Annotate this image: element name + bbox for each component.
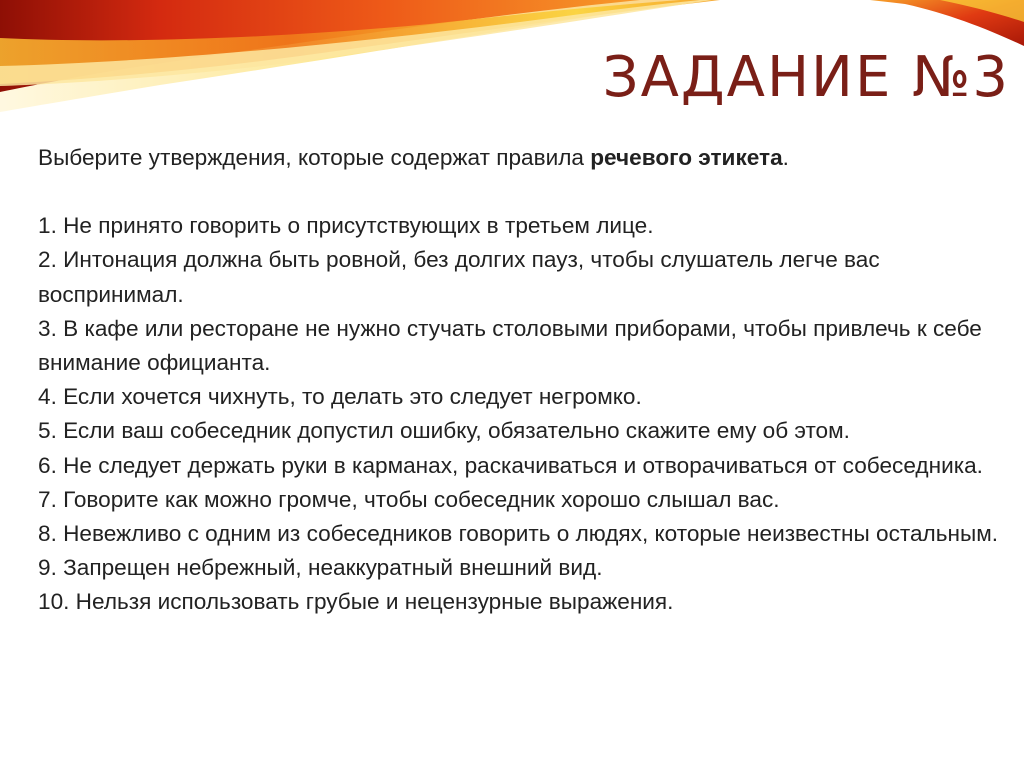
- statement-item: 7. Говорите как можно громче, чтобы собеседник хорошо слышал вас.: [38, 486, 780, 512]
- statement-item: 6. Не следует держать руки в карманах, раскачиваться и отворачиваться от собеседника.: [38, 452, 983, 478]
- instruction-text: Выберите утверждения, которые содержат правила: [38, 145, 591, 170]
- statement-item: 9. Запрещен небрежный, неаккуратный внешний вид.: [38, 555, 603, 581]
- spacer: [38, 175, 998, 209]
- slide-title: ЗАДАНИЕ №3: [602, 45, 1010, 110]
- statement-item: 3. В кафе или ресторане не нужно стучать столовыми приборами, чтобы привлечь к себе внимание официанта.: [38, 315, 982, 376]
- statement-item: 4. Если хочется чихнуть, то делать это следует негромко.: [38, 384, 642, 410]
- statement-item: 1. Не принято говорить о присутствующих в третьем лице.: [38, 213, 654, 239]
- statement-item: 8. Невежливо с одним из собеседников говорить о людях, которые неизвестны остальным.: [38, 521, 999, 547]
- task-instruction: [38, 141, 998, 175]
- statement-item: 2. Интонация должна быть ровной, без долгих пауз, чтобы слушатель легче вас воспринимал.: [38, 247, 880, 307]
- statement-item: 10. Нельзя использовать грубые и нецензурные выражения.: [38, 589, 674, 615]
- instruction-bold-term: речевого этикета: [590, 145, 783, 170]
- instruction-end: .: [782, 145, 789, 170]
- slide-content: [38, 141, 998, 620]
- statement-item: 5. Если ваш собеседник допустил ошибку, обязательно скажите ему об этом.: [38, 418, 850, 444]
- statement-list: [38, 209, 998, 619]
